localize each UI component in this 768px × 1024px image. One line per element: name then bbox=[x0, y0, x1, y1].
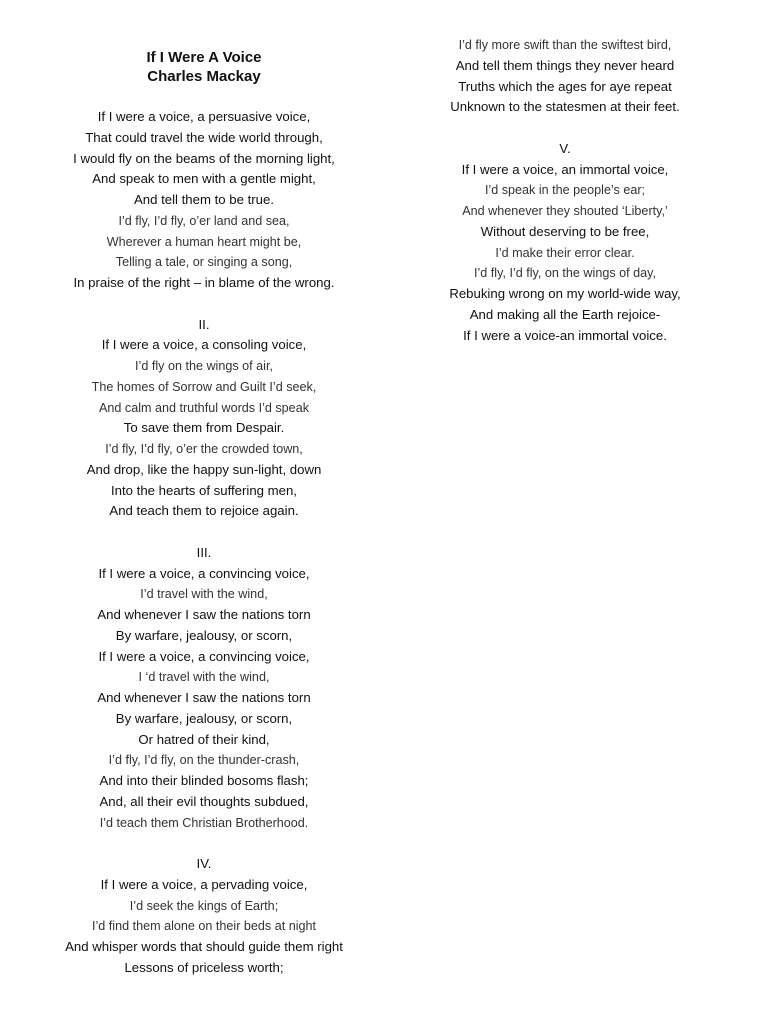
poem-line: Lessons of priceless worth; bbox=[124, 959, 284, 975]
poem-line: If I were a voice, a convincing voice, bbox=[98, 648, 310, 664]
poem-line: And tell them things they never heard bbox=[455, 57, 675, 73]
poem-line: That could travel the wide world through, bbox=[85, 129, 323, 145]
poem-line: Wherever a human heart might be, bbox=[106, 234, 302, 249]
poem-line: To save them from Despair. bbox=[123, 420, 285, 436]
poem-line: And calm and truthful words I’d speak bbox=[98, 400, 309, 415]
stanza-gap bbox=[40, 522, 368, 543]
poem-line: By warfare, jealousy, or scorn, bbox=[115, 627, 293, 643]
poem-line: If I were a voice-an immortal voice. bbox=[463, 327, 667, 343]
poem-line: I’d fly more swift than the swiftest bird, bbox=[458, 38, 672, 52]
stanza-numeral-2: II. bbox=[198, 316, 210, 332]
poem-line: And whisper words that should guide them right bbox=[65, 939, 343, 954]
poem-right-column bbox=[410, 35, 720, 346]
poem-line: Rebuking wrong on my world-wide way, bbox=[449, 286, 681, 301]
poem-line: I would fly on the beams of the morning light, bbox=[73, 150, 335, 166]
poem-line: And teach them to rejoice again. bbox=[109, 503, 299, 519]
poem-line: I’d teach them Christian Brotherhood. bbox=[99, 815, 309, 830]
stanza-numeral-4: IV. bbox=[196, 856, 212, 871]
poem-line: I’d find them alone on their beds at night bbox=[91, 919, 317, 934]
stanza-gap bbox=[40, 833, 368, 854]
poem-line: I’d fly, I’d fly, o’er the crowded town, bbox=[105, 442, 303, 456]
poem-line: If I were a voice, a persuasive voice, bbox=[97, 109, 311, 124]
poem-line: And, all their evil thoughts subdued, bbox=[99, 793, 309, 809]
stanza-4-part-1 bbox=[40, 875, 368, 979]
poem-line: If I were a voice, a convincing voice, bbox=[98, 565, 310, 581]
poem-title: If I Were A Voice bbox=[146, 49, 262, 66]
poem-line: And whenever I saw the nations torn bbox=[97, 690, 311, 705]
stanza-2 bbox=[40, 335, 368, 522]
poem-heading bbox=[40, 48, 368, 86]
poem-line: If I were a voice, an immortal voice, bbox=[461, 161, 669, 177]
poem-line: If I were a voice, a pervading voice, bbox=[100, 876, 308, 892]
poem-line: Into the hearts of suffering men, bbox=[111, 482, 297, 498]
poem-line: I’d make their error clear. bbox=[495, 245, 635, 260]
stanza-5 bbox=[410, 160, 720, 347]
poem-line: By warfare, jealousy, or scorn, bbox=[115, 710, 293, 726]
poem-line: I’d seek the kings of Earth; bbox=[129, 898, 279, 913]
stanza-gap bbox=[40, 294, 368, 315]
poem-line: I’d fly, I’d fly, on the wings of day, bbox=[474, 266, 656, 281]
poem-line: And into their blinded bosoms flash; bbox=[99, 773, 309, 788]
poem-line: Or hatred of their kind, bbox=[138, 731, 270, 747]
poem-line: Telling a tale, or singing a song, bbox=[115, 255, 293, 270]
poem-author: Charles Mackay bbox=[147, 68, 261, 85]
poem-line: And drop, like the happy sun-light, down bbox=[86, 461, 322, 477]
poem-line: The homes of Sorrow and Guilt I’d seek, bbox=[91, 379, 317, 394]
stanza-4-part-2 bbox=[410, 35, 720, 118]
stanza-3 bbox=[40, 564, 368, 834]
poem-line: And whenever they shouted ‘Liberty,’ bbox=[462, 204, 668, 218]
poem-line: And speak to men with a gentle might, bbox=[92, 171, 316, 187]
stanza-numeral-5: V. bbox=[559, 140, 571, 156]
poem-line: Unknown to the statesmen at their feet. bbox=[450, 99, 680, 115]
stanza-1 bbox=[40, 107, 368, 294]
poem-left-column bbox=[40, 48, 368, 979]
poem-line: And tell them to be true. bbox=[133, 192, 274, 207]
poem-line: I ‘d travel with the wind, bbox=[138, 670, 270, 685]
poem-line: And making all the Earth rejoice- bbox=[469, 306, 661, 322]
poem-line: In praise of the right – in blame of the wrong. bbox=[73, 275, 335, 290]
stanza-gap bbox=[410, 118, 720, 139]
poem-line: And whenever I saw the nations torn bbox=[97, 607, 311, 622]
poem-line: I’d fly, I’d fly, on the thunder-crash, bbox=[108, 753, 300, 768]
poem-line: Truths which the ages for aye repeat bbox=[458, 78, 672, 94]
stanza-numeral-3: III. bbox=[196, 544, 212, 560]
poem-line: I’d fly, I’d fly, o’er land and sea, bbox=[118, 213, 290, 228]
poem-line: I’d speak in the people’s ear; bbox=[484, 183, 646, 198]
poem-line: I’d travel with the wind, bbox=[140, 587, 268, 602]
poem-line: If I were a voice, a consoling voice, bbox=[101, 337, 307, 353]
poem-line: I’d fly on the wings of air, bbox=[135, 359, 273, 373]
poem-line: Without deserving to be free, bbox=[480, 223, 650, 239]
